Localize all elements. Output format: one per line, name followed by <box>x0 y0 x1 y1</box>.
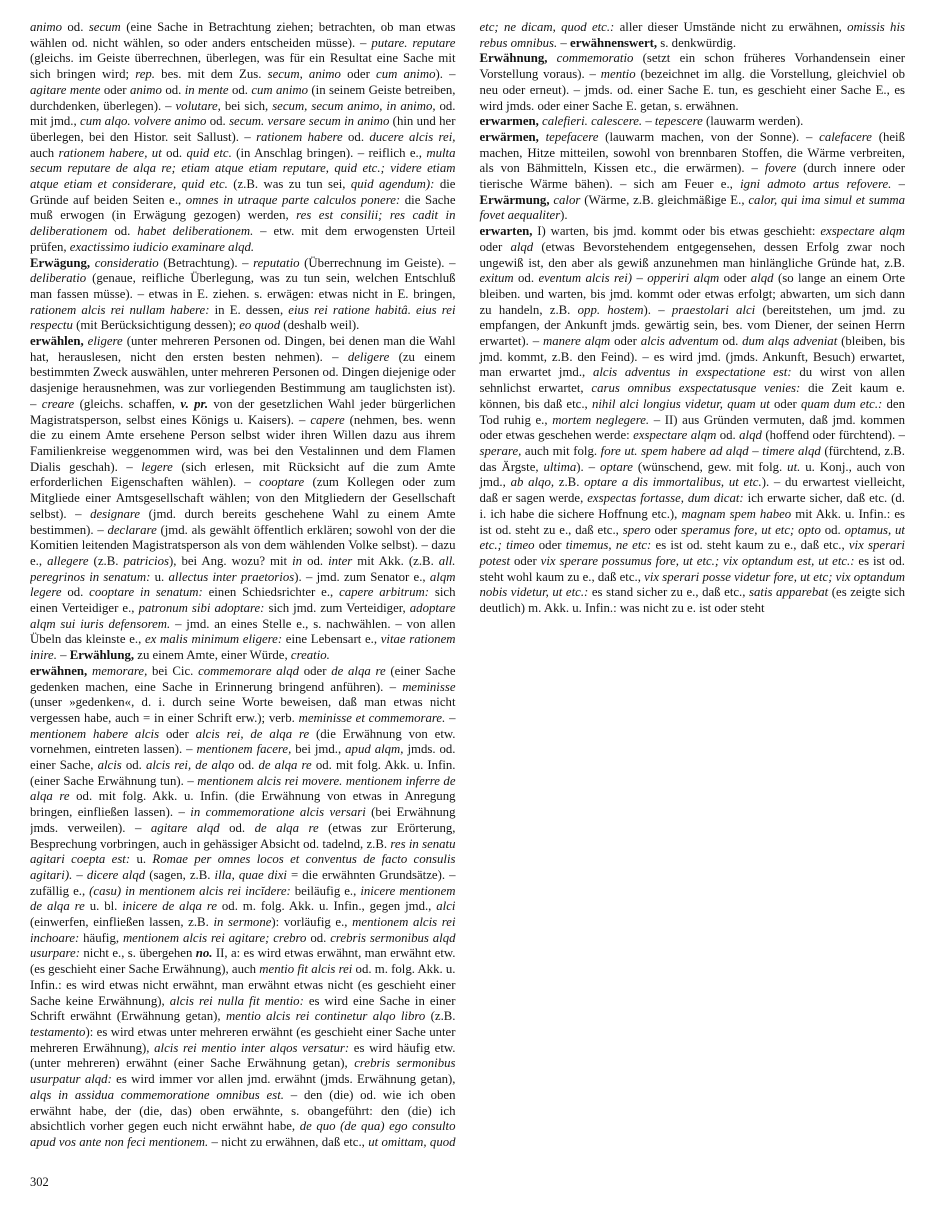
headword: erwarten, <box>479 224 533 239</box>
text-segment: exitum <box>479 271 514 286</box>
text-segment: alcis rei, de alqa re <box>195 726 310 741</box>
text-segment: (jmd. als gewählt öffentlich erklären; sowohl von der die Komitien leitenden Magistratsperson als von dem wählenden Volke selbst). – dazu e., <box>30 522 456 568</box>
text-segment: (deshalb weil). <box>280 318 360 333</box>
text-segment: es wird immer vor allen jmd. erwähnt (jmds. Erwähnung getan), <box>111 1072 456 1087</box>
text-segment: optare a dis immortalibus, ut etc. <box>584 475 762 490</box>
text-segment: u. <box>150 569 169 584</box>
text-segment: – nicht zu erwähnen, daß etc., <box>208 1134 369 1149</box>
text-segment: in <box>292 553 303 568</box>
text-segment: oder <box>650 522 682 537</box>
text-segment: igni admoto artus refovere. <box>740 177 892 192</box>
text-segment: oder <box>510 553 541 568</box>
text-segment: memorare, <box>87 663 148 678</box>
text-segment: (etwas Bevorstehendem entgegensehen, dessen Erfolg zwar noch ungewiß ist, den aber als gewiß anzunehmen man hinlängliche Gründe hat, z.B. <box>479 239 905 270</box>
text-segment: bes. mit dem Zus. <box>155 67 268 82</box>
text-segment: u. <box>130 852 153 867</box>
text-segment: alqd <box>739 428 762 443</box>
text-segment: die Sache muß erwogen (in Erwägung gezogen) werden, <box>30 192 456 223</box>
text-segment: bei sich, <box>220 98 273 113</box>
text-segment: testamento <box>30 1025 86 1039</box>
text-segment: mentionem alcis rei movere. mentionem inferre de alqa re <box>30 773 456 804</box>
text-segment: ): es wird etwas unter mehreren erwähnt (es geschieht einer Sache unter mehreren Erwähnung), <box>30 1025 456 1055</box>
text-segment: capere arbitrum: <box>339 585 430 600</box>
text-segment: allegere <box>47 553 89 568</box>
text-segment: optare <box>599 459 633 474</box>
dictionary-entry <box>30 20 456 256</box>
text-segment: allectus inter praetorios <box>168 569 295 584</box>
text-segment: zu einem Amte, einer Würde, <box>134 648 291 663</box>
text-segment: rep. <box>135 67 156 82</box>
text-segment: secum. versare secum in animo <box>229 114 390 129</box>
headword: Erwählung, <box>69 648 135 663</box>
text-segment: od. m. folg. Akk. u. Infin., gegen jmd., <box>217 899 437 914</box>
text-segment: calor <box>549 192 581 207</box>
headword: v. pr. <box>180 396 209 411</box>
text-segment: oder <box>479 239 511 254</box>
text-segment: mentio <box>600 67 636 82</box>
text-segment: die Zeit kaum e. können, bis daß etc., <box>479 381 905 411</box>
headword: Erwähnung, <box>479 51 548 66</box>
text-segment: (zum Kollegen oder zum Mitgliede einer Amtsgesellschaft wählen; von den Mitgliedern der Gesellschaft selbst). – <box>30 475 456 521</box>
text-segment: eo quod <box>239 318 281 333</box>
text-segment: res est consilii; res cadit in deliberationem <box>30 208 456 239</box>
headword: Erwägung, <box>30 255 91 270</box>
text-segment: od. <box>219 820 255 835</box>
text-segment: (etwas zur Erörterung, Besprechung vorbringen, auch in gehässiger Absicht od. tadelnd, z.B. <box>30 820 456 851</box>
text-segment: praestolari alci <box>671 302 756 317</box>
text-segment: tepefacere <box>538 129 599 144</box>
text-segment: z.B. <box>554 475 585 490</box>
text-segment: mentionem alcis rei inchoare: <box>30 915 456 945</box>
text-segment: – <box>642 114 655 129</box>
text-segment: od. m. folg. Akk. u. Infin.: es wird etwas nicht erwähnt, man erwähnt etwas nicht (es geschieht einer Sache keine Erwähnung), <box>30 962 456 1008</box>
text-segment: es wird eine Sache in einer Schrift erwähnt (Erwähnung getan), <box>30 993 456 1024</box>
text-segment: vix sperare possumus fore, ut etc.; vix optandum est, ut etc.: <box>540 553 855 568</box>
text-segment: – <box>748 443 763 458</box>
text-segment: auch <box>30 145 59 160</box>
text-segment: (unter mehreren Personen od. Dingen, bei denen man die Wahl hat, herauslesen, nicht den ersten besten nehmen). – <box>30 334 456 364</box>
text-segment: u. Konj., auch von jmd., <box>479 459 905 490</box>
text-segment: designare <box>90 506 141 521</box>
text-segment: oder <box>159 726 196 741</box>
text-segment: od. <box>234 758 259 773</box>
text-segment: creatio. <box>290 648 330 663</box>
text-segment: II, a: es wird etwas erwähnt, man erwähnt etw. (es geschieht einer Sache Erwähnung), auch <box>30 946 456 977</box>
text-segment: (einwerfen, einfließen lassen, z.B. <box>30 915 214 930</box>
text-segment: od. <box>513 271 539 286</box>
text-segment: de quo (de qua) ego consulto apud vos ante non feci mentionem. <box>30 1119 456 1149</box>
text-segment: de alqa re <box>254 820 319 835</box>
text-segment: es ist od. steht kaum zu e., daß etc., <box>651 538 849 553</box>
headword: Erwärmung, <box>479 192 550 207</box>
text-segment: secum, animo <box>267 67 341 82</box>
text-segment: (in seinem Geiste betreiben, durchdenken, überlegen). – <box>30 82 456 113</box>
text-segment: deliberatio <box>30 271 87 286</box>
text-segment: spero <box>622 522 651 537</box>
text-segment: od. mit jmd., <box>30 98 456 129</box>
text-segment: od. <box>62 20 89 34</box>
text-segment: auch mit folg. <box>521 443 601 458</box>
text-segment: cooptare in senatum: <box>89 585 203 600</box>
text-segment: tepescere <box>654 114 703 129</box>
text-segment: manere alqm <box>542 334 611 349</box>
text-segment: (unser »gedenken«, d. i. durch seine Worte beweisen, daß man etwas nicht vergessen habe, auch = in einer Schrift erw.); verb. <box>30 695 456 725</box>
text-segment: ). – <box>643 302 672 317</box>
text-segment: (z.B. <box>88 553 124 568</box>
text-segment: opperiri alqm <box>647 271 720 286</box>
text-segment: eventum alcis rei) <box>538 271 633 286</box>
text-segment: I) warten, bis jmd. kommt oder bis etwas geschieht: <box>532 224 821 239</box>
text-segment: vix sperari potest <box>479 538 905 568</box>
text-segment: alqs in assidua commemoratione omnibus est. <box>30 1087 284 1102</box>
text-segment: (Betrachtung). – <box>163 255 254 270</box>
dictionary-entry <box>30 256 456 335</box>
text-segment: die Gründe auf beiden Seiten e., <box>30 177 456 207</box>
text-segment: (casu) in mentionem alcis rei incĭdere: <box>89 883 291 898</box>
text-segment: dicere alqd <box>86 867 146 882</box>
text-segment: crebris sermonibus alqd usurpare: <box>30 930 456 961</box>
text-segment: agitare alqd <box>150 820 220 835</box>
text-segment: ducere alcis rei, <box>369 129 456 144</box>
text-segment: (fürchtend, z.B. das Ärgste, <box>479 443 905 474</box>
text-segment: (Überrechnung im Geiste). – <box>299 255 456 270</box>
text-segment: – jmd. an eines Stelle e., s. nachwählen. – von allen Übeln das kleinste e., <box>30 616 456 647</box>
text-segment: (jmd. durch bereits geschehene Wahl zu einem Amte bestimmen). – <box>30 506 456 537</box>
text-segment: oder <box>610 334 641 349</box>
text-segment: ). – <box>435 67 456 82</box>
text-segment: (gleichs. im Geiste überrechnen, überlegen, was für ein Resultat eine Sache mit sich bringen wird; <box>30 51 456 82</box>
dictionary-entry <box>480 130 906 224</box>
text-segment: animo <box>129 82 162 97</box>
text-segment: alqm legere <box>30 569 456 600</box>
text-segment: adoptare alqm sui iuris defensorem. <box>30 601 456 631</box>
text-segment: reputatio <box>253 255 300 270</box>
text-segment: fore ut. spem habere ad alqd <box>600 443 749 458</box>
text-segment: commemoratio <box>547 51 634 66</box>
text-segment: mentionem habere alcis <box>30 726 160 741</box>
text-segment: mit Akk. u. Infin.: es ist od. steht zu e., daß etc., <box>479 506 905 537</box>
text-segment: deligere <box>347 349 390 364</box>
text-segment: oder <box>100 82 130 97</box>
text-segment: consideratio <box>90 255 164 270</box>
text-segment: rationem alcis rei nullam habere: <box>30 302 210 317</box>
page-number: 302 <box>30 1175 49 1189</box>
text-segment: od. <box>107 224 138 239</box>
text-segment: jmds. od. einer Sache, <box>30 742 456 773</box>
text-segment: – den (die) od. wie ich oben erwähnt habe, der (die, das) oben erwähnte, s. obangeführt: den (die) ich absichtlich vorher gegen euch nicht erwähnt habe, <box>30 1087 456 1134</box>
text-segment: cum alqo. volvere animo <box>80 114 207 129</box>
text-segment: opp. hostem <box>577 302 644 317</box>
text-segment: aller dieser Umstände nicht zu erwähnen, <box>614 20 848 34</box>
text-segment: du wirst von allen sehnlichst erwartet, <box>479 365 905 396</box>
text-segment: meminisse <box>402 679 456 694</box>
text-segment: patricios <box>123 553 169 568</box>
text-segment: (bei Erwähnung jmds. verweilen). – <box>30 805 456 835</box>
text-segment: (bezeichnet im allg. die Vorstellung, gleichviel ob neu oder erneut). – jmds. od. einer Sache E. tun, es geschieht einer Sache E., es wird jmds. oder einer Sache E. getan, s. erwähnen. <box>479 67 905 113</box>
text-segment: (sagen, z.B. <box>145 867 215 882</box>
text-segment: oder <box>534 538 566 553</box>
text-segment: secum <box>88 20 121 34</box>
text-segment: de alqa re <box>258 758 312 773</box>
text-segment: multa secum reputare de alqa re; etiam atque etiam reputare, quid etc.; videre etiam atque etiam et considerare, quid etc. <box>30 145 456 192</box>
text-segment: einen Schiedsrichter e., <box>202 585 340 600</box>
text-segment: nihil alci longius videtur, quam ut <box>591 396 770 411</box>
text-segment: carus omnibus exspectatusque venies: <box>591 381 801 396</box>
text-segment: alcis rei nulla fit mentio: <box>169 993 304 1008</box>
text-segment: exspectare alqm <box>633 428 717 443</box>
text-segment: illa, quae dixi <box>214 867 287 882</box>
text-segment: – <box>445 710 456 725</box>
text-segment: exspectas fortasse, dum dicat: <box>587 491 744 506</box>
text-segment: mortem neglegere. <box>552 412 650 427</box>
text-segment: alqd <box>510 239 534 254</box>
text-segment: oder <box>299 663 332 678</box>
text-segment: magnam spem habeo <box>681 506 792 521</box>
text-segment: inicere mentionem de alqa re <box>30 883 456 914</box>
text-segment: – etw. mit dem erwogensten Urteil prüfen, <box>30 224 456 254</box>
text-segment: sich einen Verteidiger e., <box>30 585 456 616</box>
text-segment: od. <box>121 758 146 773</box>
text-segment: alqd <box>750 271 774 286</box>
text-segment: – <box>632 271 648 286</box>
text-segment: exactissimo iudicio examinare alqd. <box>69 239 255 254</box>
text-segment: omnes in utraque parte calculos ponere: <box>185 192 401 207</box>
text-segment: mit Akk. (z.B. <box>352 553 439 568</box>
text-segment: sich jmd. zum Verteidiger, <box>264 601 410 616</box>
text-segment: alcis <box>97 758 122 773</box>
text-segment: alci <box>436 899 456 914</box>
text-segment: exspectare alqm <box>820 224 905 239</box>
dictionary-entry <box>480 224 906 617</box>
text-segment: (hoffend oder fürchtend). – <box>761 428 905 443</box>
text-segment: eine Lebensart e., <box>282 632 381 647</box>
text-segment: optamus, ut etc.; timeo <box>479 522 905 553</box>
text-segment: – <box>891 177 905 192</box>
text-segment: volutare, <box>175 98 221 113</box>
text-segment: vix sperari posse videtur fore, ut etc; vix optandum nobis videtur, ut etc.: <box>479 569 905 600</box>
text-segment: all. peregrinos in senatum: <box>30 553 456 584</box>
text-segment: od. <box>718 334 743 349</box>
text-segment: von der gesetzlichen Wahl jeder bürgerlichen Magistratsperson, selbst eines Königs u. Kaisers). – <box>30 396 456 427</box>
text-segment: ex malis minimum eligere: <box>144 632 283 647</box>
text-segment: cum animo <box>376 67 436 82</box>
text-segment: (die Erwähnung von etw. vornehmen, eintreten lassen). – <box>30 726 456 757</box>
text-segment: es ist od. steht wohl kaum zu e., daß etc., <box>479 553 905 584</box>
text-segment: res in senatu agitari coepta est: <box>30 836 456 867</box>
text-segment: – <box>56 648 70 663</box>
text-segment: Romae per omnes locos et conventus de facto consulis agitari). <box>30 852 456 882</box>
text-segment: mentio alcis rei continetur alqo libro <box>225 1009 426 1024</box>
text-segment: eligere <box>83 334 123 349</box>
text-segment: inicere de alqa re <box>122 899 217 914</box>
text-segment: (genaue, reifliche Überlegung, was zu tun sein, welchen Entschluß man fassen müsse). – etwas in E. ziehen. s. erwägen: etwas nicht in E. bringen, <box>30 271 456 301</box>
text-segment: bei jmd., <box>291 742 346 757</box>
text-segment: (wünschend, gew. mit folg. <box>632 459 788 474</box>
text-segment: (bereitstehen, um jmd. zu empfangen, der Ankunft jmds. gewärtig sein, bes. vom Diener, der seinen Herrn erwartet). – <box>479 302 905 349</box>
text-segment: ). – du erwartest vielleicht, daß er sagen werde, <box>479 475 905 506</box>
text-segment: (es zeigte sich deutlich) m. Akk. u. Infin.: was nicht zu e. ist oder steht <box>479 585 905 616</box>
text-columns <box>30 20 905 1160</box>
text-segment: mentionem alcis rei agitare; crebro <box>122 930 307 945</box>
text-segment: habet deliberationem. <box>137 224 254 239</box>
text-segment: häufig, <box>79 930 123 945</box>
text-segment: in E. dessen, <box>209 302 289 317</box>
text-segment: (z.B. was zu tun sei, <box>227 177 351 192</box>
text-segment: cooptare <box>259 475 305 490</box>
text-segment: (nehmen, bes. wenn die zu einem Amte ersehene Person selbst wider ihren Willen dazu aus ihrem Familienkreise weggenommen wird, was bei den Vestalinnen und dem Flamen Dialis geschah). – <box>30 412 456 474</box>
text-segment: capere <box>310 412 345 427</box>
text-segment: dum alqs adveniat <box>742 334 838 349</box>
text-segment: (eine Sache in Betrachtung ziehen; betrachten, ob man etwas wählen od. nicht wählen, so oder anders entscheiden müsse). – <box>30 20 456 50</box>
text-segment: timemus, ne etc: <box>565 538 652 553</box>
text-segment: (durch innere oder tierische Wärme bähen). – sich am Feuer e., <box>479 161 905 192</box>
text-segment: calefieri. calescere. <box>538 114 643 129</box>
text-segment: animo <box>30 20 62 34</box>
text-segment: putare. reputare <box>371 35 456 50</box>
text-segment: ut. <box>787 459 801 474</box>
text-segment: vitae rationem inire. <box>30 632 456 663</box>
text-segment: od. <box>820 522 845 537</box>
text-segment: u. bl. <box>84 899 123 914</box>
text-segment: ab alqo, <box>510 475 555 490</box>
text-segment: alcis adventus in exspectatione est: <box>592 365 792 380</box>
text-segment: rationem habere, ut <box>58 145 162 160</box>
text-segment: od. <box>342 129 370 144</box>
text-segment: legere <box>141 459 173 474</box>
text-segment: (gleichs. schaffen, <box>74 396 181 411</box>
text-segment: de alqa re <box>331 663 386 678</box>
text-segment: in mente <box>184 82 229 97</box>
text-segment: ut omittam, quod etc; ne dicam, quod etc.: <box>368 20 615 1149</box>
text-segment: patronum sibi adoptare: <box>138 601 265 616</box>
text-segment: oder <box>719 271 751 286</box>
text-segment: = die erwähnten Grundsätze). – zufällig e., <box>30 867 456 898</box>
headword: no. <box>195 946 213 961</box>
text-segment: nicht e., s. übergehen <box>80 946 196 961</box>
headword: erwärmen, <box>479 129 539 144</box>
text-segment: (setzt ein schon früheres Vorhandensein einer Vorstellung voraus). – <box>479 51 905 82</box>
text-segment: od. <box>61 585 90 600</box>
text-segment: creare <box>41 396 75 411</box>
text-segment: beiläufig e., <box>290 883 361 898</box>
text-segment: inter <box>328 553 353 568</box>
text-segment: od. <box>161 145 187 160</box>
text-segment: od. <box>302 553 329 568</box>
text-segment: es stand sicher zu e., daß etc., <box>588 585 750 600</box>
text-segment: (sich erlesen, mit Rücksicht auf die zum Amte erforderlichen Eigenschaften wählen). – <box>30 459 456 490</box>
text-segment: speramus fore, ut etc; opto <box>681 522 821 537</box>
text-segment: in sermone <box>213 915 272 930</box>
text-segment: mentionem facere, <box>196 742 292 757</box>
text-segment: declarare <box>107 522 157 537</box>
text-segment: – <box>557 35 571 50</box>
text-segment: quid agendum): <box>350 177 435 192</box>
dictionary-entry <box>480 114 906 130</box>
text-segment: rationem habere <box>256 129 343 144</box>
text-segment: cum animo <box>251 82 309 97</box>
text-segment: commemorare alqd <box>198 663 299 678</box>
text-segment: den Tod ruhig e., <box>479 396 905 427</box>
text-segment: calor, qui ima simul et summa fovet aequaliter <box>479 192 905 223</box>
text-segment: (z.B. <box>425 1009 456 1024</box>
text-segment: od. <box>716 428 740 443</box>
text-segment: (hin und her überlegen, bei den Histor. seit Sallust). – <box>30 114 456 144</box>
text-segment: quam dum etc.: <box>801 396 883 411</box>
text-segment: es wird häufig etw. (unter mehreren) erwähnt (einer Sache Erwähnung getan), <box>30 1040 456 1071</box>
text-segment: (so lange an einem Orte bleiben. und warten, bis jmd. kommt oder etwas erfolgt; abwarten, um sich dann zu handeln, z.B. <box>479 271 905 317</box>
text-segment: od. mit folg. Akk. u. Infin. (die Erwähnung von etwas in Anregung bringen, einfließen lassen). – <box>30 789 456 820</box>
text-segment: calefacere <box>819 129 872 144</box>
text-segment: ). – jmd. zum Senator e., <box>294 569 430 584</box>
text-segment: od. <box>161 82 185 97</box>
text-segment: alcis rei mentio inter alqos versatur: <box>154 1040 350 1055</box>
text-segment: quid etc. <box>186 145 232 160</box>
text-segment: apud alqm, <box>345 742 404 757</box>
text-segment: mentio fit alcis rei <box>259 962 353 977</box>
text-segment: ultima <box>543 459 577 474</box>
headword: erwähnenswert, <box>570 35 658 50</box>
text-segment: (lauwarm werden). <box>702 114 804 129</box>
text-segment: (mit Berücksichtigung dessen); <box>72 318 240 333</box>
text-segment: (in Anschlag bringen). – reiflich e., <box>231 145 427 160</box>
text-segment: od. <box>306 930 331 945</box>
text-segment: – II) aus Gründen vermuten, daß jmd. kommen oder etwas geschehen werde: <box>479 412 905 443</box>
text-segment: oder <box>340 67 377 82</box>
text-segment: secum, secum animo, in animo, <box>272 98 436 113</box>
dictionary-entry <box>480 51 906 114</box>
headword: erwarmen, <box>479 114 539 129</box>
text-segment: (zu einem bestimmten Zweck auswählen, unter mehreren Personen od. Dingen diejenige oder dasjenige herausnehmen, was zur vorliegenden Bestimmung am tauglichsten ist). – <box>30 349 456 411</box>
text-segment: ). – <box>576 459 600 474</box>
text-segment: od. <box>228 82 252 97</box>
text-segment: omissis his rebus omnibus. <box>479 20 905 50</box>
headword: erwählen, <box>30 334 84 349</box>
text-segment: (bleiben, bis jmd. kommt, z.B. den Feind). – es wird jmd. (jmds. Ankunft, Besuch) erwartet, man erwartet jmd., <box>479 334 905 380</box>
text-segment: ). <box>560 208 568 223</box>
text-segment: agitare mente <box>30 82 101 97</box>
text-segment: meminisse et commemorare. <box>298 710 446 725</box>
text-segment: in commemoratione alcis versari <box>190 805 366 820</box>
text-segment: sperare, <box>479 443 522 458</box>
text-segment: satis apparebat <box>749 585 829 600</box>
text-segment: (Wärme, z.B. gleichmäßige E., <box>580 192 749 207</box>
text-segment: timere alqd <box>762 443 821 458</box>
text-segment: oder <box>769 396 801 411</box>
headword: erwähnen, <box>30 663 88 678</box>
text-segment: alcis adventum <box>640 334 719 349</box>
text-segment: crebris sermonibus usurpatur alqd: <box>30 1056 456 1087</box>
text-segment: s. denkwürdig. <box>657 35 737 50</box>
text-segment: ): vorläufig e., <box>271 915 353 930</box>
text-segment: fovere <box>764 161 797 176</box>
text-segment: (lauwarm machen, von der Sonne). – <box>598 129 820 144</box>
text-segment: (heiß machen, Hitze mitteilen, sowohl von brennbaren Stoffen, die Wärme verbreiten, als von Bähmitteln, Kissen etc., die erwärmen). – <box>479 129 905 176</box>
text-segment: bei Cic. <box>147 663 199 678</box>
dictionary-entry <box>30 334 456 664</box>
text-segment: ), bei Ang. wozu? mit <box>168 553 293 568</box>
text-segment: od. mit folg. Akk. u. Infin. (einer Sache Erwähnung tun). – <box>30 758 456 788</box>
text-segment: eius rei ratione habitâ. eius rei respectu <box>30 302 456 333</box>
text-segment: – <box>72 867 87 882</box>
text-segment: od. <box>206 114 230 129</box>
text-segment: alcis rei, de alqo <box>145 758 235 773</box>
text-segment: (einer Sache gedenken machen, eine Sache in Erinnerung bringend anführen). – <box>30 663 456 694</box>
text-segment: ich erwarte sicher, daß etc. (d. i. ich habe die sichere Hoffnung etc.), <box>479 491 905 521</box>
